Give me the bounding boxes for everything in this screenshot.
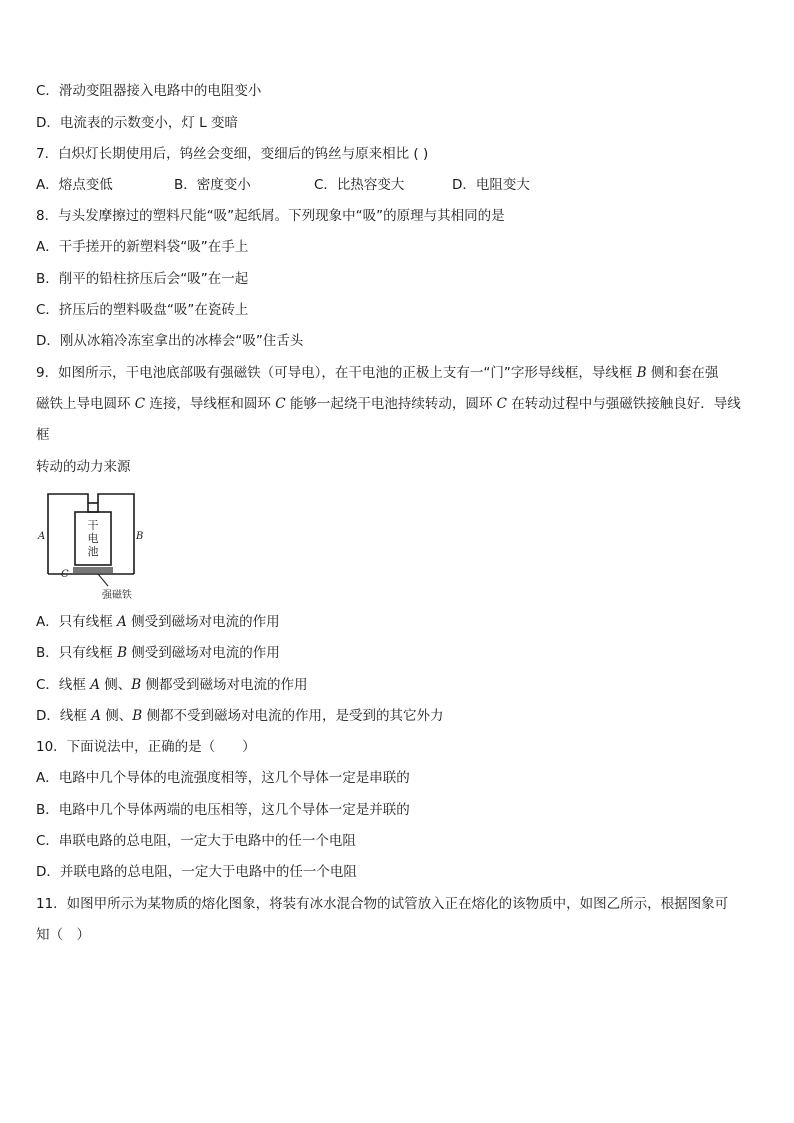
- q9-option-c: C．线框 A 侧、B 侧都受到磁场对电流的作用: [36, 677, 308, 693]
- magnet-block: [73, 567, 113, 573]
- q7-option-c: C．比热容变大: [314, 177, 405, 193]
- q10-option-d: D．并联电路的总电阻，一定大于电路中的任一个电阻: [36, 864, 357, 880]
- q6-option-c: C．滑动变阻器接入电路中的电阻变小: [36, 83, 262, 99]
- q8-option-b: B．削平的铅柱挤压后会“吸”在一起: [36, 271, 249, 287]
- question-7: 7．白炽灯长期使用后，钨丝会变细，变细后的钨丝与原来相比 ( ): [36, 146, 429, 162]
- battery-cap: [88, 503, 98, 512]
- q9-option-d: D．线框 A 侧、B 侧都不受到磁场对电流的作用，是受到的其它外力: [36, 708, 444, 724]
- question-8: 8．与头发摩擦过的塑料尺能“吸”起纸屑。下列现象中“吸”的原理与其相同的是: [36, 208, 505, 224]
- wire-frame-left: [48, 494, 88, 574]
- label-c: C: [61, 569, 69, 580]
- wire-frame-right: [98, 494, 134, 574]
- question-9-line-4: 转动的动力来源: [36, 459, 131, 475]
- q6-option-d: D．电流表的示数变小，灯 L 变暗: [36, 115, 238, 131]
- magnet-pointer: [98, 574, 108, 586]
- q8-option-d: D．刚从冰箱冷冻室拿出的冰棒会“吸”住舌头: [36, 333, 304, 349]
- question-9-line-2: 磁铁上导电圆环 C 连接，导线框和圆环 C 能够一起绕干电池持续转动，圆环 C 在转动过程中与强磁铁接触良好．导线: [36, 396, 741, 412]
- battery-char-3: 池: [87, 545, 99, 558]
- q10-option-a: A．电路中几个导体的电流强度相等，这几个导体一定是串联的: [36, 770, 410, 786]
- q8-option-a: A．干手搓开的新塑料袋“吸”在手上: [36, 239, 249, 255]
- magnet-label: 强磁铁: [102, 590, 132, 601]
- question-9-line-1: 9．如图所示，干电池底部吸有强磁铁（可导电），在干电池的正极上支有一“门”字形导线框，导线框 B 侧和套在强: [36, 365, 719, 381]
- battery-char-2: 电: [87, 532, 99, 545]
- q9-option-a: A．只有线框 A 侧受到磁场对电流的作用: [36, 614, 280, 630]
- q10-option-b: B．电路中几个导体两端的电压相等，这几个导体一定是并联的: [36, 802, 410, 818]
- label-a: A: [38, 531, 46, 542]
- label-b: B: [136, 531, 144, 542]
- q7-option-b: B．密度变小: [174, 177, 251, 193]
- q10-option-c: C．串联电路的总电阻，一定大于电路中的任一个电阻: [36, 833, 356, 849]
- question-10: 10．下面说法中，正确的是（ ）: [36, 739, 256, 755]
- battery-char-1: 干: [87, 519, 99, 532]
- q9-option-b: B．只有线框 B 侧受到磁场对电流的作用: [36, 645, 280, 661]
- q7-option-d: D．电阻变大: [452, 177, 530, 193]
- battery-frame-figure: [36, 486, 156, 604]
- question-9-line-3: 框: [36, 427, 50, 443]
- question-11-line-1: 11．如图甲所示为某物质的熔化图象，将装有冰水混合物的试管放入正在熔化的该物质中，如图乙所示，根据图象可: [36, 896, 729, 912]
- q7-option-a: A．熔点变低: [36, 177, 113, 193]
- question-11-line-2: 知（ ）: [36, 927, 90, 943]
- q8-option-c: C．挤压后的塑料吸盘“吸”在瓷砖上: [36, 302, 249, 318]
